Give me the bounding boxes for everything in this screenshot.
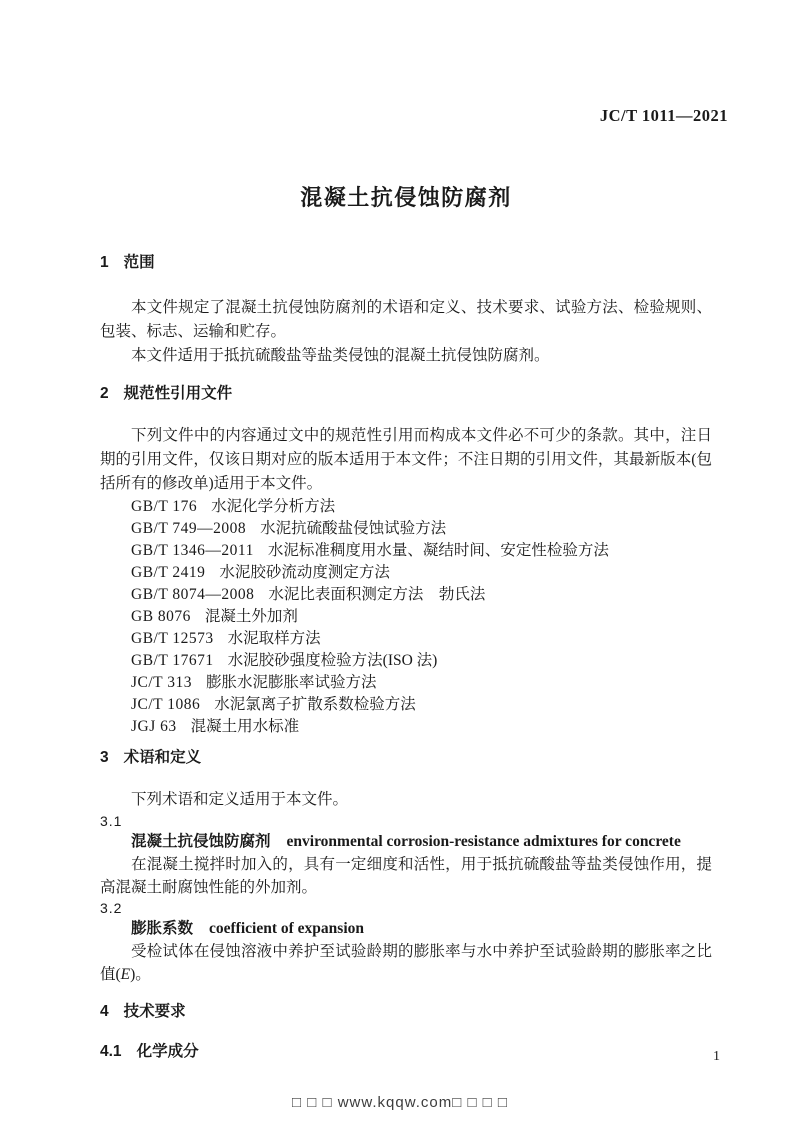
reference-title: 混凝土外加剂 [204, 608, 298, 625]
reference-item [100, 496, 712, 518]
reference-code: JC/T 1086 [131, 696, 201, 713]
term-3-1-english: environmental corrosion-resistance admixtures for concrete [286, 833, 681, 850]
reference-item [100, 562, 712, 584]
reference-item [100, 584, 712, 606]
variable-E: E [120, 966, 131, 983]
reference-title: 混凝土用水标准 [190, 718, 300, 735]
references-intro: 下列文件中的内容通过文中的规范性引用而构成本文件必不可少的条款。其中，注日期的引用文件，仅该日期对应的版本适用于本文件；不注日期的引用文件，其最新版本(包括所有的修改单)适用于本文件。 [100, 427, 712, 492]
reference-code: GB/T 176 [131, 498, 198, 515]
reference-code: JGJ 63 [131, 718, 177, 735]
reference-code: JC/T 313 [131, 674, 192, 691]
term-block-3-1 [100, 812, 712, 899]
standard-code: JC/T 1011—2021 [599, 106, 728, 125]
reference-code: GB/T 2419 [131, 564, 206, 581]
section-4-heading [100, 1002, 712, 1022]
reference-title: 水泥化学分析方法 [211, 498, 336, 515]
definition-text-end: )。 [130, 966, 151, 983]
section-4-title: 技术要求 [123, 1003, 186, 1020]
reference-title: 水泥取样方法 [227, 630, 321, 647]
section-3-number: 3 [100, 749, 109, 766]
reference-title: 膨胀水泥膨胀率试验方法 [206, 674, 377, 691]
section-4-1-heading [100, 1042, 712, 1062]
reference-item [100, 694, 712, 716]
reference-title: 水泥标准稠度用水量、凝结时间、安定性检验方法 [267, 542, 609, 559]
section-4-1-title: 化学成分 [136, 1043, 199, 1060]
term-3-2-english: coefficient of expansion [209, 920, 364, 937]
section-4-1-number: 4.1 [100, 1043, 122, 1060]
term-3-2-title [100, 918, 712, 940]
section-1-title: 范围 [123, 254, 155, 271]
scope-paragraph-1: 本文件规定了混凝土抗侵蚀防腐剂的术语和定义、技术要求、试验方法、检验规则、包装、标志、运输和贮存。 [100, 299, 712, 340]
reference-title: 水泥胶砂流动度测定方法 [219, 564, 390, 581]
reference-item [100, 606, 712, 628]
reference-item [100, 540, 712, 562]
reference-code: GB/T 12573 [131, 630, 214, 647]
term-3-2-chinese: 膨胀系数 [131, 920, 194, 937]
section-1-number: 1 [100, 254, 109, 271]
page-number: 1 [713, 1049, 720, 1064]
reference-item [100, 672, 712, 694]
reference-code: GB/T 17671 [131, 652, 214, 669]
reference-code: GB/T 8074—2008 [131, 586, 255, 603]
term-3-1-number: 3.1 [100, 813, 123, 829]
section-4-number: 4 [100, 1003, 109, 1020]
footer-watermark: □ □ □ www.kqqw.com□ □ □ □ [292, 1094, 508, 1111]
section-2-heading [100, 384, 712, 404]
section-2-title: 规范性引用文件 [123, 385, 233, 402]
document-title: 混凝土抗侵蚀防腐剂 [300, 185, 512, 210]
section-3-heading [100, 748, 712, 768]
reference-item [100, 650, 712, 672]
reference-item [100, 518, 712, 540]
reference-code: GB 8076 [131, 608, 191, 625]
section-3-title: 术语和定义 [123, 749, 202, 766]
term-block-3-2 [100, 899, 712, 986]
reference-title: 水泥氯离子扩散系数检验方法 [214, 696, 416, 713]
term-3-1-chinese: 混凝土抗侵蚀防腐剂 [131, 833, 271, 850]
section-2-number: 2 [100, 385, 109, 402]
reference-item [100, 628, 712, 650]
scope-paragraph-2: 本文件适用于抵抗硫酸盐等盐类侵蚀的混凝土抗侵蚀防腐剂。 [131, 347, 550, 364]
normative-references-list [100, 496, 712, 738]
reference-title: 水泥抗硫酸盐侵蚀试验方法 [260, 520, 447, 537]
section-1-heading [100, 253, 712, 273]
term-3-1-title [100, 831, 712, 853]
reference-code: GB/T 1346—2011 [131, 542, 254, 559]
reference-title: 水泥比表面积测定方法 勃氏法 [268, 586, 486, 603]
term-3-2-definition [100, 940, 712, 986]
term-3-2-number: 3.2 [100, 900, 123, 916]
reference-code: GB/T 749—2008 [131, 520, 247, 537]
reference-item [100, 716, 712, 738]
term-3-1-definition: 在混凝土搅拌时加入的，具有一定细度和活性，用于抵抗硫酸盐等盐类侵蚀作用，提高混凝土耐腐蚀性能的外加剂。 [100, 856, 712, 896]
terms-intro: 下列术语和定义适用于本文件。 [131, 791, 349, 808]
reference-title: 水泥胶砂强度检验方法(ISO 法) [227, 652, 438, 669]
definition-text: 受检试体在侵蚀溶液中养护至试验龄期的膨胀率与水中养护至试验龄期的膨胀率之比值( [100, 943, 712, 983]
